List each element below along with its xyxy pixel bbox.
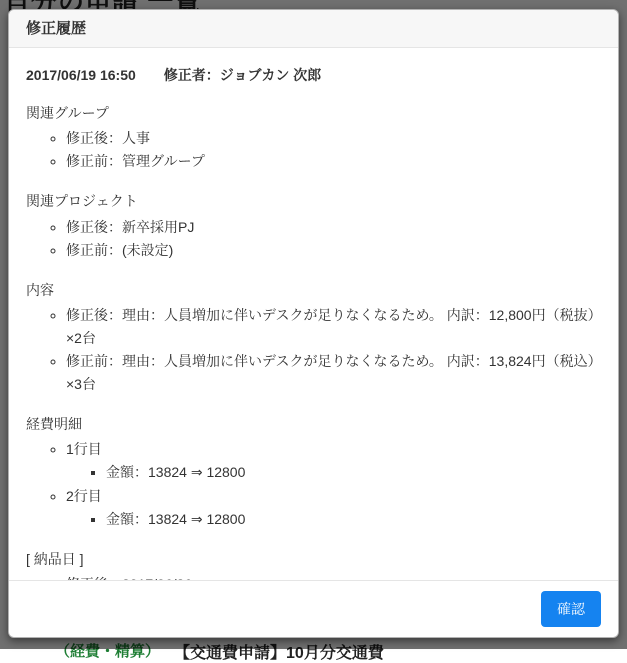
modal-body (9, 48, 618, 619)
list-item (66, 438, 601, 484)
modal-header (9, 10, 618, 48)
list-item: ◦ 修正後：新卒採用PJ (66, 216, 601, 239)
list-item: ◦ 修正前：(未設定) (66, 239, 601, 262)
list-subitem: ▪ 金額：13824 ⇒ 12800 (106, 461, 601, 484)
revision-datetime: 2017/06/19 16:50 (26, 67, 136, 83)
section-expense-details (26, 413, 601, 531)
modal-title: 修正履歴 (26, 20, 601, 38)
list-item (66, 485, 601, 531)
list-subitem: ▪ 金額：13824 ⇒ 12800 (106, 508, 601, 531)
modal-footer (9, 580, 618, 637)
list-item: ◦ 修正後：人事 (66, 127, 601, 150)
expense-row-label: 2行目 (66, 488, 102, 504)
list-item: ◦ 修正前：管理グループ (66, 150, 601, 173)
revision-meta (26, 65, 601, 85)
expense-row-label: 1行目 (66, 441, 102, 457)
revision-editor: 修正者：ジョブカン 次郎 (164, 67, 321, 83)
revision-history-modal (8, 9, 619, 638)
section-label: 経費明細 (26, 413, 601, 435)
section-label: 関連プロジェクト (26, 190, 601, 212)
section-label: [ 納品日 ] (26, 548, 601, 570)
section-related-group (26, 102, 601, 173)
section-label: 関連グループ (26, 102, 601, 124)
confirm-button[interactable]: 確認 (541, 591, 601, 627)
section-label: 内容 (26, 279, 601, 301)
list-item: ◦ 修正前：理由：人員増加に伴いデスクが足りなくなるため。 内訳：13,824円（税込）×3台 (66, 350, 601, 396)
list-item: ◦ 修正後：理由：人員増加に伴いデスクが足りなくなるため。 内訳：12,800円（税抜）×2台 (66, 304, 601, 350)
section-related-project (26, 190, 601, 261)
section-content (26, 279, 601, 396)
